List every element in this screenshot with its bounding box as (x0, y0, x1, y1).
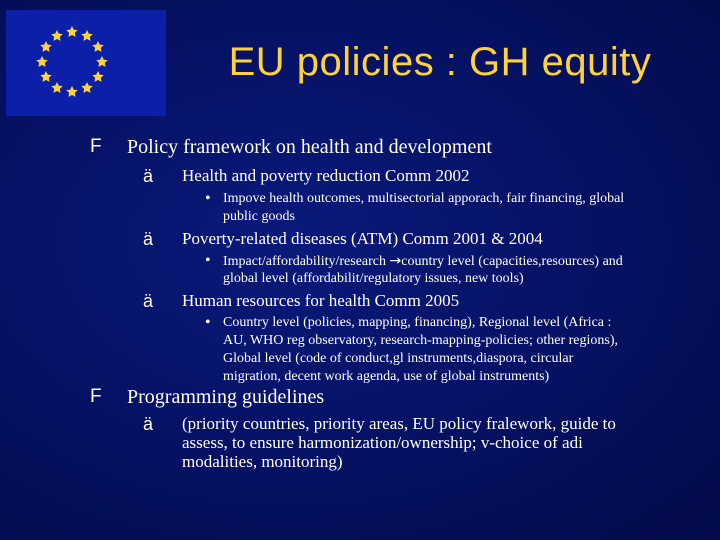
paragraph-line: modalities, monitoring) (182, 452, 343, 471)
eu-star (92, 41, 103, 52)
level3-marker: • (205, 252, 211, 269)
item-2-label: Programming guidelines (127, 386, 325, 408)
detail-line: AU, WHO reg observatory, research-mapping-policies; other regions), (223, 333, 618, 348)
sub-2-label: Poverty-related diseases (ATM) Comm 2001 & 2004 (182, 229, 543, 248)
paragraph-line: (priority countries, priority areas, EU policy fralework, guide to (182, 414, 616, 433)
eu-star (36, 56, 47, 67)
eu-star (40, 41, 51, 52)
level2-marker: ä (143, 229, 154, 249)
level2-marker: ä (143, 414, 154, 434)
level1-marker: F (90, 386, 102, 407)
eu-star (92, 71, 103, 82)
eu-star (81, 30, 92, 41)
eu-star (51, 30, 62, 41)
detail-line: global level (affordabilit/regulatory issues, new tools) (223, 271, 524, 286)
eu-stars (6, 10, 166, 116)
eu-flag-icon (6, 10, 166, 116)
detail-line: Country level (policies, mapping, financing), Regional level (Africa : (223, 315, 612, 330)
eu-star (40, 71, 51, 82)
sub-3-label: Human resources for health Comm 2005 (182, 291, 460, 310)
detail-text: country level (capacities,resources) and (401, 254, 623, 269)
sub-1-label: Health and poverty reduction Comm 2002 (182, 166, 470, 185)
level1-marker: F (90, 136, 102, 157)
level3-marker: • (205, 190, 211, 207)
eu-star (66, 86, 77, 97)
detail-text: Impact/affordability/research (223, 254, 386, 269)
detail-line: public goods (223, 209, 295, 224)
level2-marker: ä (143, 166, 154, 186)
slide-title: EU policies : GH equity (228, 40, 652, 84)
level2-marker: ä (143, 291, 154, 311)
detail-line (223, 252, 623, 271)
detail-line: migration, decent work agenda, use of global instruments) (223, 369, 550, 384)
arrow-icon: → (389, 253, 402, 269)
paragraph-line: assess, to ensure harmonization/ownership; v-choice of adi (182, 433, 583, 452)
eu-star (66, 26, 77, 37)
level3-marker: • (205, 314, 211, 331)
item-1-label: Policy framework on health and development (127, 136, 492, 158)
detail-line: Global level (code of conduct,gl instruments,diaspora, circular (223, 351, 574, 366)
eu-star (81, 82, 92, 93)
detail-line: Impove health outcomes, multisectorial apporach, fair financing, global (223, 191, 625, 206)
eu-star (51, 82, 62, 93)
eu-star (96, 56, 107, 67)
